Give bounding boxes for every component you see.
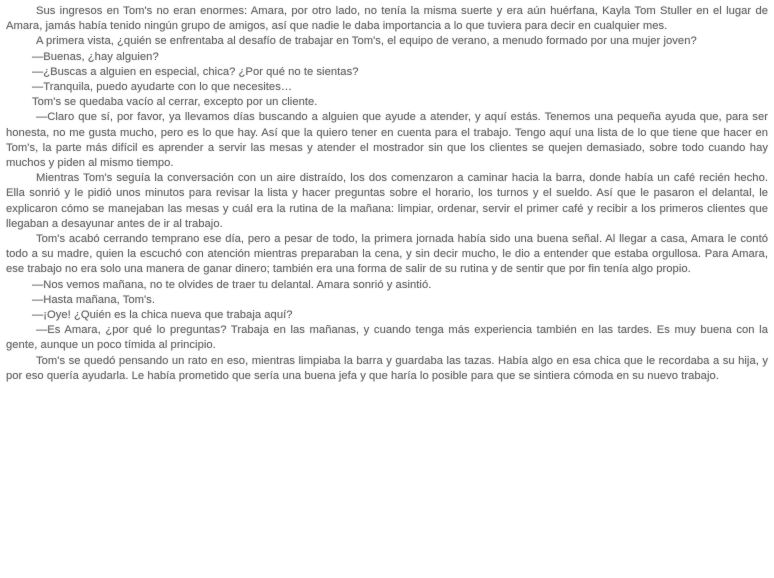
dialogue-line-7: —¡Oye! ¿Quién es la chica nueva que trabaja aquí? [32,309,293,322]
paragraph-5: Tom's acabó cerrando temprano ese día, pero a pesar de todo, la primera jornada había sido una buena señal. Al llegar a casa, Amara le contó todo a su madre, quien la escuchó con atención mientras preparaban la cena, y sin decir mucho, le dio a entender que estaba orgullosa. Para Amara, ese trabajo no era solo una manera de ganar dinero; también era una forma de salir de su rutina y de sentir que por fin tenía algo propio. [6,233,768,276]
paragraph-2: A primera vista, ¿quién se enfrentaba al desafío de trabajar en Tom's, el equipo de verano, a menudo formado por una mujer joven? [36,35,697,48]
dialogue-line-4: Tom's se quedaba vacío al cerrar, excepto por un cliente. [32,96,318,109]
paragraph-3: —Claro que sí, por favor, ya llevamos días buscando a alguien que ayude a atender, y aquí estás. Tenemos una pequeña ayuda que, para ser honesta, no me gusta mucho, pero es lo que hay. Así que la quiero tener en cuenta para el trabajo. Tengo aquí una lista de lo que tiene que hacer en Tom's, la parte más difícil es aprender a servir las mesas y atender el mostrador sin que los clientes se quejen demasiado, sobre todo cuando hay muchos y piden al mismo tiempo. [6,111,768,170]
dialogue-line-5: —Nos vemos mañana, no te olvides de traer tu delantal. Amara sonrió y asintió. [32,278,432,291]
paragraph-6: —Es Amara, ¿por qué lo preguntas? Trabaja en las mañanas, y cuando tenga más experiencia también en las tardes. Es muy buena con la gente, aunque un poco tímida al principio. [6,324,768,352]
dialogue-line-3: —Tranquila, puedo ayudarte con lo que necesites… [32,81,293,94]
dialogue-line-2: —¿Buscas a alguien en especial, chica? ¿Por qué no te sientas? [32,65,359,78]
paragraph-4: Mientras Tom's seguía la conversación con un aire distraído, los dos comenzaron a caminar hacia la barra, donde había un café recién hecho. Ella sonrió y le pidió unos minutos para revisar la lista y hacer preguntas sobre el horario, los turnos y el sueldo. Así que le pasaron el delantal, le explicaron cómo se manejaban las mesas y cuál era la rutina de la mañana: limpiar, ordenar, servir el primer café y recibir a los primeros clientes que llegaban a desayunar antes de ir al trabajo. [6,172,768,230]
paragraph-1: Sus ingresos en Tom's no eran enormes: Amara, por otro lado, no tenía la misma suerte y era aún huérfana, Kayla Tom Stuller en el lugar de Amara, jamás había tenido ningún grupo de amigos, así que nadie le daba importancia a lo que tuviera para decir en cualquier mes. [6,5,768,33]
dialogue-line-6: —Hasta mañana, Tom's. [32,293,155,306]
paragraph-7: Tom's se quedó pensando un rato en eso, mientras limpiaba la barra y guardaba las tazas. Había algo en esa chica que le recordaba a su hija, y por eso quería ayudarla. Le había prometido que sería una buena jefa y que haría lo posible para que se sintiera cómoda en su nuevo trabajo. [6,354,768,382]
dialogue-line-1: —Buenas, ¿hay alguien? [32,50,159,63]
